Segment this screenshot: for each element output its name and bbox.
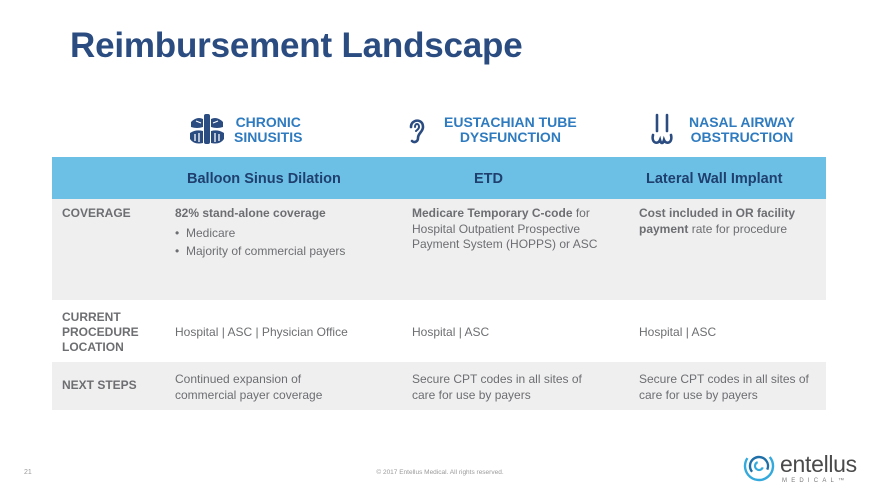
- category-label-line1: CHRONIC: [235, 114, 301, 130]
- next-steps-cell-balloon: Continued expansion of commercial payer coverage: [175, 372, 323, 402]
- coverage-cell-etd: [412, 206, 622, 253]
- row-label-next-steps: NEXT STEPS: [62, 378, 137, 392]
- coverage-cell-lateral-wall: [639, 206, 824, 237]
- entellus-swirl-icon: [742, 449, 776, 488]
- column-header-lateral-wall-implant: Lateral Wall Implant: [646, 171, 783, 187]
- category-label-line2: SINUSITIS: [234, 129, 303, 145]
- copyright-notice: © 2017 Entellus Medical. All rights reserved.: [376, 469, 504, 476]
- sinus-icon: [188, 112, 226, 148]
- category-label-line1: NASAL AIRWAY: [689, 114, 795, 130]
- category-label-line2: OBSTRUCTION: [690, 129, 794, 145]
- page-number: 21: [24, 469, 32, 476]
- location-cell-lateral-wall: Hospital | ASC: [639, 325, 717, 339]
- location-cell-etd: Hospital | ASC: [412, 325, 490, 339]
- category-label-line1: EUSTACHIAN TUBE: [444, 114, 577, 130]
- row-label-current-procedure-location: [62, 310, 139, 355]
- row-label-line: PROCEDURE: [62, 325, 139, 339]
- list-item: • Majority of commercial payers: [175, 244, 375, 260]
- logo-wordmark: entellus: [780, 451, 857, 477]
- category-label-line2: DYSFUNCTION: [459, 129, 561, 145]
- coverage-highlight: Medicare Temporary C-code: [412, 206, 573, 220]
- entellus-logo: [742, 449, 857, 488]
- coverage-highlight: Cost included in OR facility payment: [639, 206, 796, 236]
- list-item: • Medicare: [175, 226, 375, 242]
- ear-icon: [398, 112, 436, 148]
- location-cell-balloon: Hospital | ASC | Physician Office: [175, 325, 348, 339]
- coverage-highlight: 82% stand-alone coverage: [175, 206, 326, 220]
- row-label-coverage: COVERAGE: [62, 206, 131, 220]
- logo-trademark: ™: [838, 478, 849, 484]
- row-label-line: CURRENT: [62, 310, 121, 324]
- category-chronic-sinusitis: [188, 112, 302, 148]
- logo-subtitle: MEDICAL: [782, 478, 839, 484]
- coverage-text: for Hospital Outpatient Prospective Payment System (HOPPS) or ASC: [412, 206, 598, 251]
- category-nasal-airway: [643, 112, 795, 148]
- coverage-cell-balloon: [175, 206, 375, 263]
- row-label-line: LOCATION: [62, 340, 124, 354]
- next-steps-cell-etd: Secure CPT codes in all sites of care for use by payers: [412, 372, 582, 402]
- next-steps-cell-lateral-wall: Secure CPT codes in all sites of care for use by payers: [639, 372, 809, 402]
- column-header-balloon-sinus-dilation: Balloon Sinus Dilation: [187, 171, 341, 187]
- category-eustachian-tube: [398, 112, 577, 148]
- coverage-text: rate for procedure: [688, 221, 788, 236]
- nose-icon: [643, 112, 681, 148]
- column-header-etd: ETD: [474, 171, 503, 187]
- coverage-payer-list: [175, 226, 375, 260]
- slide-title: Reimbursement Landscape: [70, 26, 523, 65]
